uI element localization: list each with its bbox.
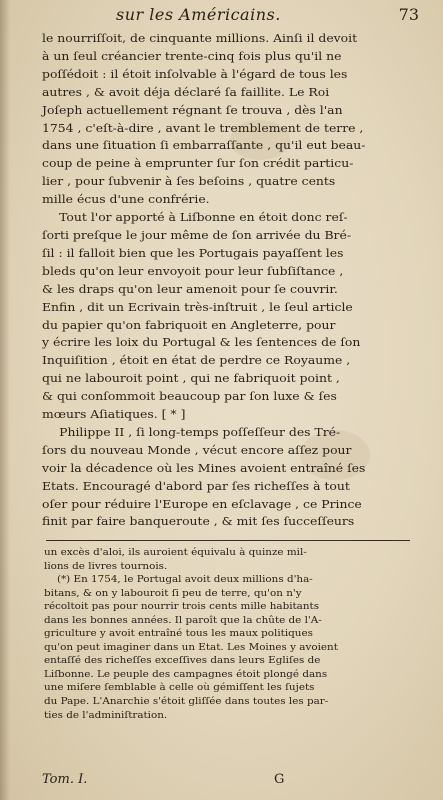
text-line: Joſeph actuellement régnant ſe trouva , dès l'an <box>42 102 343 117</box>
text-line: finit par faire banqueroute , & mit ſes ſucceſſeurs <box>42 514 355 529</box>
footnote-line: griculture y avoit entraîné tous les maux politiques <box>44 628 313 640</box>
text-line: Tout l'or apporté à Liſbonne en étoit donc reſ- <box>59 210 348 225</box>
text-line: Etats. Encouragé d'abord par ſes richeſſes à tout <box>42 478 350 493</box>
footnote-line: lions de livres tournois. <box>44 560 168 572</box>
text-line: ſil : il falloit bien que les Portugais payaſſent les <box>42 245 344 260</box>
footnote-line: entaſſé des richeſſes exceſſives dans leurs Egliſes de <box>44 655 321 667</box>
footnote-line: (*) En 1754, le Portugal avoit deux millions d'ha- <box>56 574 313 586</box>
text-line: ſors du nouveau Monde , vécut encore aſſez pour <box>42 442 352 457</box>
text-line: Inquiſition , étoit en état de perdre ce Royaume , <box>42 353 351 368</box>
footnote-line: un excès d'aloi, ils auroient équivalu à quinze mil- <box>44 547 307 558</box>
running-title: sur les Américains. <box>116 5 281 24</box>
footnote-line: qu'on peut imaginer dans un Etat. Les Moines y avoient <box>44 641 338 653</box>
text-line: qui ne labouroit point , qui ne fabriquoit point , <box>42 371 340 386</box>
text-line: poſſédoit : il étoit inſolvable à l'égard de tous les <box>42 66 348 81</box>
signature-mark: G <box>274 772 285 787</box>
body-text <box>42 30 382 531</box>
text-line: ſorti preſque le jour même de ſon arrivée du Bré- <box>42 227 352 242</box>
text-line: bleds qu'on leur envoyoit pour leur ſubſiſtance , <box>42 263 344 278</box>
text-line: oſer pour réduire l'Europe en eſclavage , ce Prince <box>42 496 362 511</box>
footnote-line: du Pape. L'Anarchie s'étoit gliſſée dans toutes les par- <box>44 696 329 708</box>
text-line: voir la décadence où les Mines avoient entraîné ſes <box>42 460 366 475</box>
text-line: autres , & avoit déja déclaré ſa faillite. Le Roi <box>42 84 330 99</box>
text-line: du papier qu'on fabriquoit en Angleterre, pour <box>42 317 336 332</box>
footnotes <box>44 546 400 722</box>
text-line: à un ſeul créancier trente-cinq fois plus qu'il ne <box>42 48 342 63</box>
page-footer <box>42 772 443 792</box>
text-line: Enfin , dit un Ecrivain très-inſtruit , le ſeul article <box>42 299 353 314</box>
text-line: y écrire les loix du Portugal & les ſentences de ſon <box>42 335 361 350</box>
text-line: coup de peine à emprunter ſur ſon crédit particu- <box>42 156 354 171</box>
volume-label: Tom. I. <box>42 772 88 787</box>
text-line: lier , pour ſubvenir à ſes beſoins , quatre cents <box>42 174 336 189</box>
footnote-line: une miſere ſemblable à celle où gémiſſent les ſujets <box>44 682 315 694</box>
footnote-line: dans les bonnes années. Il paroît que la chûte de l'A- <box>44 614 322 626</box>
text-line: & les draps qu'on leur amenoit pour ſe couvrir. <box>42 281 338 296</box>
footnote-line: bitans, & on y labouroit ſi peu de terre, qu'on n'y <box>44 587 302 599</box>
text-line: Philippe II , ſi long-temps poſſeſſeur des Tré- <box>59 424 341 439</box>
footnote-rule <box>46 540 410 541</box>
page-number: 73 <box>398 5 419 24</box>
footnote-line: récoltoit pas pour nourrir trois cents mille habitants <box>44 601 320 613</box>
text-line: 1754 , c'eſt-à-dire , avant le tremblement de terre , <box>42 120 364 135</box>
text-line: dans une ſituation ſi embarraſſante , qu'il eut beau- <box>42 138 366 153</box>
text-line: mille écus d'une confrérie. <box>42 192 210 207</box>
running-head <box>70 2 429 28</box>
text-line: mœurs Aſiatiques. [ * ] <box>42 407 186 422</box>
footnote-line: Liſbonne. Le peuple des campagnes étoit plongé dans <box>44 668 328 680</box>
text-line: & qui conſommoit beaucoup par ſon luxe & ſes <box>42 389 337 404</box>
text-line: le nourriſſoit, de cinquante millions. Ainſi il devoit <box>42 31 358 45</box>
footnote-line: ties de l'adminiſtration. <box>44 709 168 721</box>
